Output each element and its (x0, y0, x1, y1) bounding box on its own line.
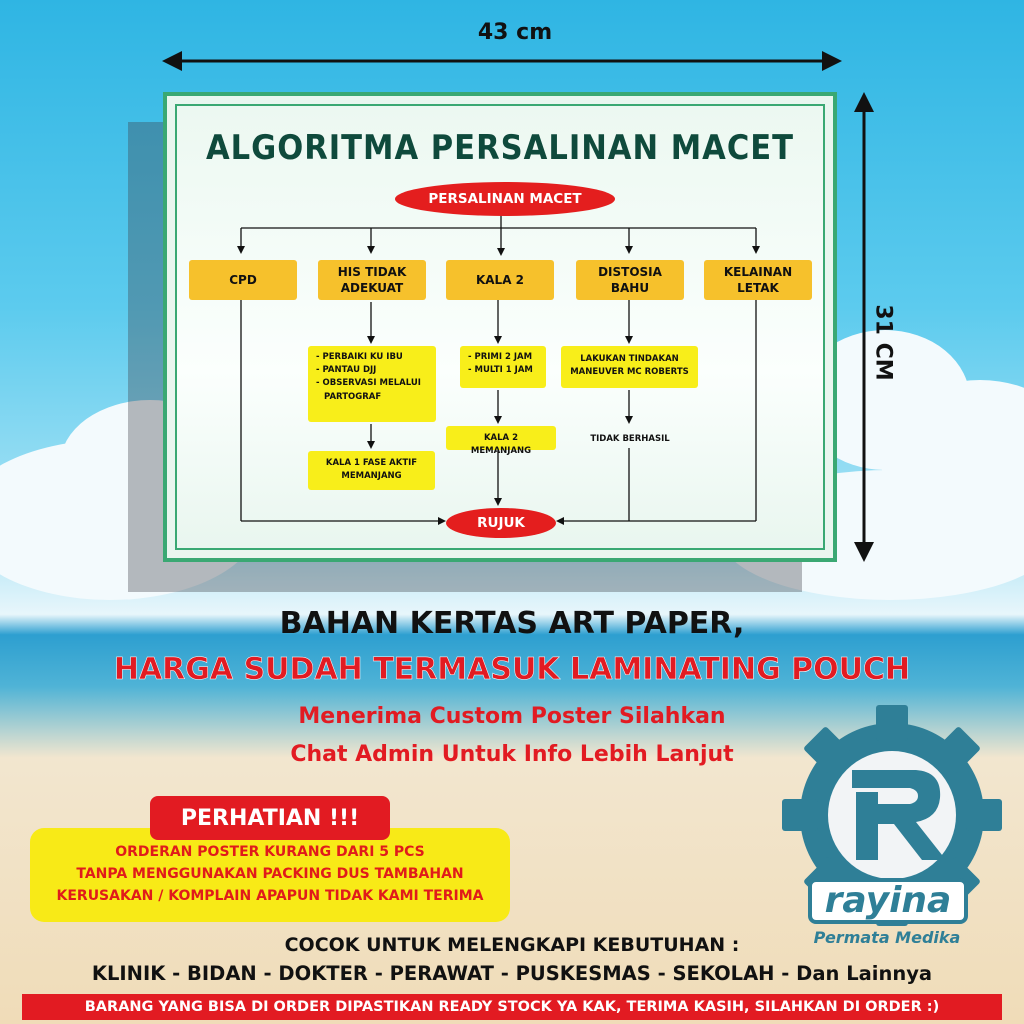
flow-distosia-step: LAKUKAN TINDAKAN MANEUVER MC ROBERTS (561, 346, 698, 388)
notice-line: KERUSAKAN / KOMPLAIN APAPUN TIDAK KAMI TERIMA (56, 887, 484, 904)
notice-line: ORDERAN POSTER KURANG DARI 5 PCS (115, 844, 425, 861)
notice-line: TANPA MENGGUNAKAN PACKING DUS TAMBAHAN (76, 866, 464, 883)
kala2-step: - MULTI 1 JAM (468, 365, 533, 376)
headline-line-1: BAHAN KERTAS ART PAPER, (279, 606, 745, 641)
flow-root-persalinan-macet: PERSALINAN MACET (395, 182, 615, 216)
height-label: 31 CM (870, 304, 896, 381)
flow-kala2-steps (460, 346, 546, 388)
suitable-list: KLINIK - BIDAN - DOKTER - PERAWAT - PUSKESMAS - SEKOLAH - Dan Lainnya (91, 962, 933, 985)
width-label: 43 cm (477, 20, 553, 45)
headline-line-2: HARGA SUDAH TERMASUK LAMINATING POUCH (113, 652, 911, 687)
flow-branch-kelainan-letak: KELAINAN LETAK (704, 260, 812, 300)
flow-branch-his: HIS TIDAK ADEKUAT (318, 260, 426, 300)
logo-tagline: Permata Medika (813, 928, 961, 947)
flow-his-result: KALA 1 FASE AKTIF MEMANJANG (308, 451, 435, 490)
his-step: - PANTAU DJJ (316, 365, 377, 376)
flow-branch-cpd: CPD (189, 260, 297, 300)
headline-line-3: Menerima Custom Poster Silahkan (298, 704, 726, 729)
flow-distosia-result: TIDAK BERHASIL (590, 434, 670, 444)
footer-banner: BARANG YANG BISA DI ORDER DIPASTIKAN READY STOCK YA KAK, TERIMA KASIH, SILAHKAN DI ORDER :) (22, 994, 1002, 1020)
kala2-step: - PRIMI 2 JAM (468, 352, 533, 362)
notice-box (30, 828, 510, 922)
flow-kala2-result: KALA 2 MEMANJANG (446, 426, 556, 450)
poster-title: ALGORITMA PERSALINAN MACET (205, 128, 795, 168)
flow-his-steps (308, 346, 436, 422)
flow-branch-distosia: DISTOSIA BAHU (576, 260, 684, 300)
headline-line-4: Chat Admin Untuk Info Lebih Lanjut (290, 742, 734, 767)
flow-branch-kala2: KALA 2 (446, 260, 554, 300)
his-step: PARTOGRAF (324, 391, 382, 402)
his-step: - PERBAIKI KU IBU (316, 352, 403, 362)
flow-end-rujuk: RUJUK (446, 508, 556, 538)
logo-name: rayina (824, 880, 952, 921)
suitable-heading: COCOK UNTUK MELENGKAPI KEBUTUHAN : (284, 934, 740, 956)
his-step: - OBSERVASI MELALUI (316, 378, 421, 389)
notice-title: PERHATIAN !!! (150, 796, 390, 840)
